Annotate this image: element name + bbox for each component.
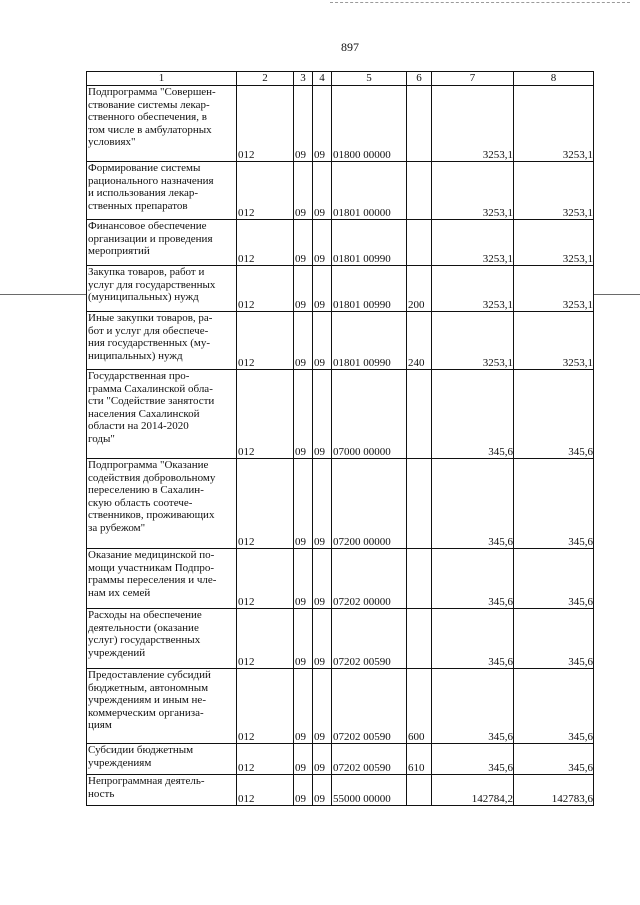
header-col-4: 4 [313, 72, 332, 86]
header-col-2: 2 [237, 72, 294, 86]
cell-target: 07000 00000 [332, 370, 407, 459]
cell-subsection: 09 [313, 220, 332, 266]
cell-subsection: 09 [313, 266, 332, 312]
cell-target: 07202 00590 [332, 744, 407, 775]
cell-subsection: 09 [313, 744, 332, 775]
cell-expense-type [407, 86, 432, 162]
cell-code: 012 [237, 86, 294, 162]
table-row [87, 549, 594, 609]
cell-subsection: 09 [313, 669, 332, 744]
row-name: Иные закупки товаров, ра- бот и услуг для обеспече- ния государственных (му- ниципальных) нужд [87, 312, 237, 370]
cell-expense-type [407, 459, 432, 549]
cell-amount-7: 3253,1 [432, 220, 514, 266]
page-number: 897 [341, 40, 359, 54]
table-row [87, 744, 594, 775]
cell-section: 09 [294, 669, 313, 744]
cell-code: 012 [237, 459, 294, 549]
table-row [87, 609, 594, 669]
header-col-8: 8 [514, 72, 594, 86]
cell-amount-7: 142784,2 [432, 775, 514, 806]
cell-section: 09 [294, 609, 313, 669]
header-col-5: 5 [332, 72, 407, 86]
cell-amount-7: 345,6 [432, 744, 514, 775]
cell-expense-type: 610 [407, 744, 432, 775]
row-name: Оказание медицинской по- мощи участникам Подпро- граммы переселения и чле- нам их семей [87, 549, 237, 609]
table-row [87, 459, 594, 549]
table-row [87, 775, 594, 806]
header-col-6: 6 [407, 72, 432, 86]
table-row [87, 86, 594, 162]
table-row [87, 669, 594, 744]
cell-target: 01801 00000 [332, 162, 407, 220]
cell-amount-8: 3253,1 [514, 312, 594, 370]
cell-section: 09 [294, 775, 313, 806]
header-col-3: 3 [294, 72, 313, 86]
cell-expense-type [407, 370, 432, 459]
cell-code: 012 [237, 669, 294, 744]
cell-section: 09 [294, 312, 313, 370]
cell-amount-7: 345,6 [432, 459, 514, 549]
cell-amount-8: 345,6 [514, 370, 594, 459]
cell-amount-8: 345,6 [514, 549, 594, 609]
cell-code: 012 [237, 609, 294, 669]
cell-subsection: 09 [313, 370, 332, 459]
cell-target: 55000 00000 [332, 775, 407, 806]
cell-section: 09 [294, 86, 313, 162]
cell-subsection: 09 [313, 609, 332, 669]
cell-section: 09 [294, 459, 313, 549]
table-row [87, 220, 594, 266]
cell-subsection: 09 [313, 459, 332, 549]
cell-expense-type [407, 775, 432, 806]
table-row [87, 312, 594, 370]
cell-subsection: 09 [313, 312, 332, 370]
cell-expense-type: 200 [407, 266, 432, 312]
cell-amount-8: 345,6 [514, 459, 594, 549]
cell-target: 07202 00590 [332, 669, 407, 744]
cell-subsection: 09 [313, 775, 332, 806]
cell-code: 012 [237, 266, 294, 312]
cell-amount-8: 3253,1 [514, 86, 594, 162]
cell-code: 012 [237, 220, 294, 266]
cell-code: 012 [237, 744, 294, 775]
cell-expense-type [407, 609, 432, 669]
cell-amount-7: 345,6 [432, 669, 514, 744]
cell-target: 01801 00990 [332, 312, 407, 370]
cell-amount-7: 345,6 [432, 370, 514, 459]
cell-code: 012 [237, 775, 294, 806]
header-col-1: 1 [87, 72, 237, 86]
table-row [87, 162, 594, 220]
cell-amount-8: 345,6 [514, 609, 594, 669]
cell-code: 012 [237, 549, 294, 609]
cell-target: 07202 00000 [332, 549, 407, 609]
cell-target: 01801 00990 [332, 266, 407, 312]
cell-section: 09 [294, 266, 313, 312]
cell-target: 01801 00990 [332, 220, 407, 266]
cell-amount-7: 3253,1 [432, 266, 514, 312]
row-name: Расходы на обеспечение деятельности (оказание услуг) государственных учреждений [87, 609, 237, 669]
scan-right-line [593, 294, 640, 295]
cell-target: 07202 00590 [332, 609, 407, 669]
cell-amount-7: 3253,1 [432, 312, 514, 370]
cell-amount-7: 3253,1 [432, 86, 514, 162]
cell-target: 07200 00000 [332, 459, 407, 549]
cell-subsection: 09 [313, 162, 332, 220]
cell-subsection: 09 [313, 549, 332, 609]
cell-amount-8: 3253,1 [514, 162, 594, 220]
row-name: Закупка товаров, работ и услуг для государственных (муниципальных) нужд [87, 266, 237, 312]
cell-amount-8: 3253,1 [514, 266, 594, 312]
header-row [87, 72, 594, 86]
cell-amount-8: 142783,6 [514, 775, 594, 806]
cell-section: 09 [294, 370, 313, 459]
cell-section: 09 [294, 744, 313, 775]
cell-code: 012 [237, 370, 294, 459]
cell-amount-8: 3253,1 [514, 220, 594, 266]
cell-expense-type [407, 220, 432, 266]
scan-top-line [330, 2, 630, 3]
cell-amount-8: 345,6 [514, 669, 594, 744]
cell-amount-7: 345,6 [432, 609, 514, 669]
scan-left-line [0, 294, 86, 295]
cell-amount-7: 3253,1 [432, 162, 514, 220]
row-name: Формирование системы рационального назначения и использования лекар- ственных препаратов [87, 162, 237, 220]
cell-expense-type [407, 549, 432, 609]
row-name: Подпрограмма "Оказание содействия добровольному переселению в Сахалин- скую область соотече- ственников, проживающих за рубежом" [87, 459, 237, 549]
cell-code: 012 [237, 162, 294, 220]
cell-section: 09 [294, 549, 313, 609]
cell-amount-7: 345,6 [432, 549, 514, 609]
cell-expense-type [407, 162, 432, 220]
row-name: Предоставление субсидий бюджетным, автономным учреждениям и иным не- коммерческим организа- циям [87, 669, 237, 744]
cell-expense-type: 240 [407, 312, 432, 370]
cell-code: 012 [237, 312, 294, 370]
header-col-7: 7 [432, 72, 514, 86]
row-name: Подпрограмма "Совершен- ствование системы лекар- ственного обеспечения, в том числе в амбулаторных условиях" [87, 86, 237, 162]
cell-target: 01800 00000 [332, 86, 407, 162]
row-name: Субсидии бюджетным учреждениям [87, 744, 237, 775]
row-name: Государственная про- грамма Сахалинской обла- сти "Содействие занятости населения Сахалинской области на 2014-2020 годы" [87, 370, 237, 459]
budget-table [86, 71, 594, 806]
row-name: Финансовое обеспечение организации и проведения мероприятий [87, 220, 237, 266]
cell-section: 09 [294, 162, 313, 220]
row-name: Непрограммная деятель- ность [87, 775, 237, 806]
table-row [87, 266, 594, 312]
cell-expense-type: 600 [407, 669, 432, 744]
cell-section: 09 [294, 220, 313, 266]
cell-subsection: 09 [313, 86, 332, 162]
table-row [87, 370, 594, 459]
cell-amount-8: 345,6 [514, 744, 594, 775]
